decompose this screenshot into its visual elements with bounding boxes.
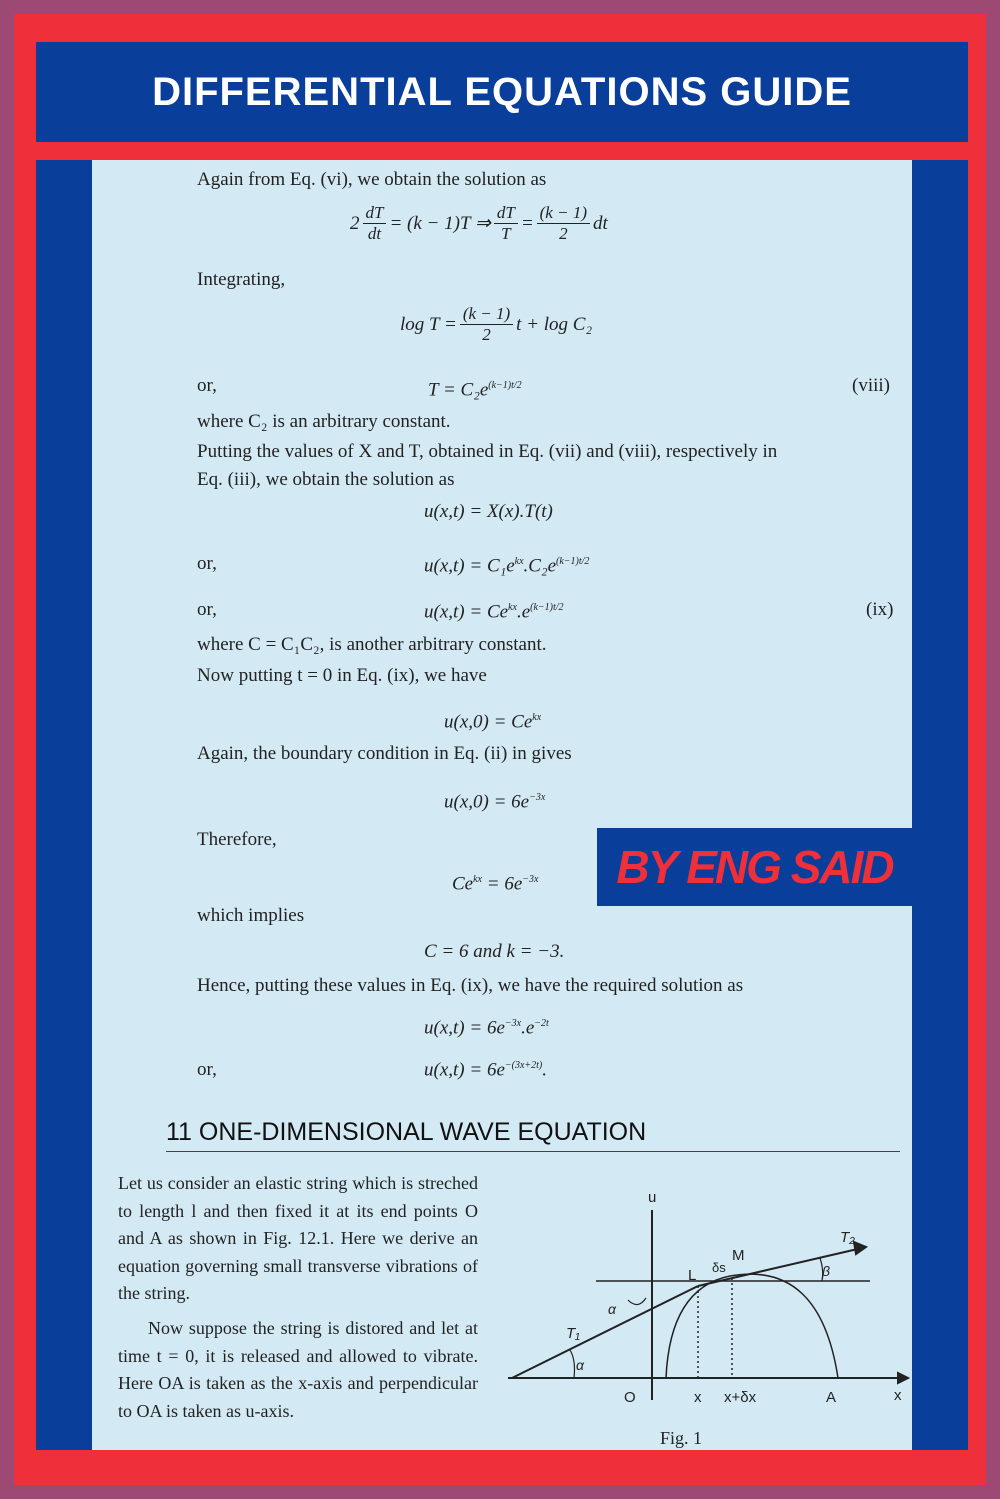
text-or: or,	[197, 553, 217, 574]
label-alpha: α	[576, 1357, 584, 1373]
denominator: 2	[482, 325, 491, 344]
eq-term: T = C₂e	[428, 379, 489, 401]
exponent: kx	[514, 556, 524, 567]
figure-caption: Fig. 1	[660, 1428, 703, 1448]
eq-term: .e	[516, 601, 531, 623]
eq-term: log T =	[400, 313, 457, 335]
equation-2	[400, 304, 592, 345]
equation-1	[350, 203, 608, 244]
numerator: (k − 1)	[537, 203, 590, 224]
equation-11	[424, 1012, 549, 1040]
label-a: A	[826, 1389, 837, 1406]
exponent: −2t	[534, 1018, 549, 1029]
paragraph-2: Now suppose the string is distored and let at time t = 0, it is released and allowed to vibrate. Here OA is taken as the x-axis and perpendicular to OA is taken as u-axis.	[118, 1318, 478, 1421]
text-line: Eq. (iii), we obtain the solution as	[197, 469, 455, 490]
title-banner	[36, 42, 968, 142]
numerator: dT	[494, 203, 518, 224]
section-divider	[166, 1151, 900, 1152]
text-or: or,	[197, 1059, 217, 1080]
label-l: L	[688, 1267, 697, 1284]
text-line: Integrating,	[197, 269, 286, 290]
exponent: kx	[473, 874, 482, 885]
denominator: dt	[367, 224, 382, 243]
exponent: (k−1)t/2	[530, 602, 564, 613]
fraction	[494, 203, 518, 244]
x-axis-arrow	[898, 1373, 908, 1383]
text-line: where C₂ is an arbitrary constant.	[197, 411, 451, 432]
label-o: O	[624, 1389, 636, 1406]
text-line: where C = C₁C₂, is another arbitrary constant.	[197, 634, 547, 655]
eq-term: = (k − 1)T ⇒	[389, 212, 491, 234]
section-heading: 11 ONE-DIMENSIONAL WAVE EQUATION	[166, 1118, 647, 1146]
label-x-axis: x	[894, 1387, 902, 1404]
exponent: kx	[532, 712, 542, 723]
label-x: x	[694, 1389, 702, 1406]
page-title: DIFFERENTIAL EQUATIONS GUIDE	[152, 69, 852, 114]
eq-term: u(x,t) = 6e	[424, 1017, 505, 1039]
eq-term: .C₂e	[523, 555, 557, 577]
text-line: Now putting t = 0 in Eq. (ix), we have	[197, 665, 487, 686]
equation-3	[428, 374, 522, 402]
label-alpha-2: α	[608, 1301, 616, 1317]
author-watermark	[597, 828, 912, 906]
equation-9	[452, 868, 538, 896]
label-xdx: x+δx	[724, 1389, 757, 1406]
eq-term: u(x,t) = 6e	[424, 1059, 505, 1081]
equation-number: (viii)	[852, 375, 890, 396]
denominator: T	[501, 224, 511, 243]
equation-number: (ix)	[866, 599, 894, 620]
eq-term: dt	[592, 212, 608, 234]
watermark-text: BY ENG SAID	[616, 841, 893, 893]
t2-arrow	[854, 1242, 866, 1254]
alpha-arc	[570, 1350, 575, 1378]
exponent: (k−1)t/2	[556, 556, 590, 567]
equation-6	[424, 596, 564, 624]
text-line: which implies	[197, 905, 305, 926]
numerator: (k − 1)	[460, 304, 513, 325]
label-beta: β	[822, 1263, 830, 1279]
exponent: −3x	[504, 1018, 522, 1029]
text-line: Again from Eq. (vi), we obtain the solution as	[197, 169, 547, 190]
numerator: dT	[363, 203, 387, 224]
label-ds: δs	[712, 1260, 726, 1275]
text-line: Putting the values of X and T, obtained in Eq. (vii) and (viii), respectively in	[197, 441, 778, 462]
label-t1: T₁	[566, 1325, 580, 1342]
text-line: Hence, putting these values in Eq. (ix), we have the required solution as	[197, 975, 744, 996]
eq-term: u(x,t) = C₁e	[424, 555, 515, 577]
equation-8	[444, 786, 545, 814]
label-u: u	[648, 1189, 657, 1206]
paragraph-1: Let us consider an elastic string which is streched to length l and then fixed it at its end points O and A as shown in Fig. 12.1. Here we derive an equation governing small transverse vibrations of the string.	[118, 1173, 478, 1303]
eq-term: Ce	[452, 873, 474, 895]
eq-term: .e	[521, 1017, 535, 1039]
exponent: −(3x+2t)	[504, 1060, 543, 1071]
fraction	[460, 304, 513, 345]
eq-term: u(x,0) = 6e	[444, 791, 530, 813]
alpha-arc-2	[628, 1298, 646, 1305]
denominator: 2	[559, 224, 568, 243]
equation-12	[424, 1054, 547, 1082]
eq-term: t + log C₂	[516, 313, 593, 335]
text-or: or,	[197, 375, 217, 396]
eq-term: u(x,t) = Ce	[424, 601, 509, 623]
text-line: Therefore,	[197, 829, 277, 850]
label-m: M	[732, 1247, 745, 1264]
exponent: −3x	[522, 874, 539, 885]
exponent: (k−1)t/2	[488, 380, 522, 391]
text-or: or,	[197, 599, 217, 620]
equation-7	[444, 706, 541, 734]
string-diagram	[500, 1180, 910, 1430]
exponent: kx	[508, 602, 517, 613]
eq-term: =	[520, 212, 534, 234]
equation-10: C = 6 and k = −3.	[424, 941, 565, 962]
label-t2: T₂	[840, 1229, 855, 1246]
equation-5	[424, 550, 589, 578]
eq-term: u(x,0) = Ce	[444, 711, 533, 733]
exponent: −3x	[529, 792, 546, 803]
eq-term: .	[542, 1059, 547, 1081]
eq-term: 2	[350, 212, 360, 234]
fraction	[537, 203, 590, 244]
text-line: Again, the boundary condition in Eq. (ii) in gives	[197, 743, 572, 764]
tension-t1-line	[512, 1286, 698, 1378]
equation-4: u(x,t) = X(x).T(t)	[424, 501, 553, 522]
eq-term: = 6e	[486, 873, 523, 895]
fraction	[363, 203, 387, 244]
